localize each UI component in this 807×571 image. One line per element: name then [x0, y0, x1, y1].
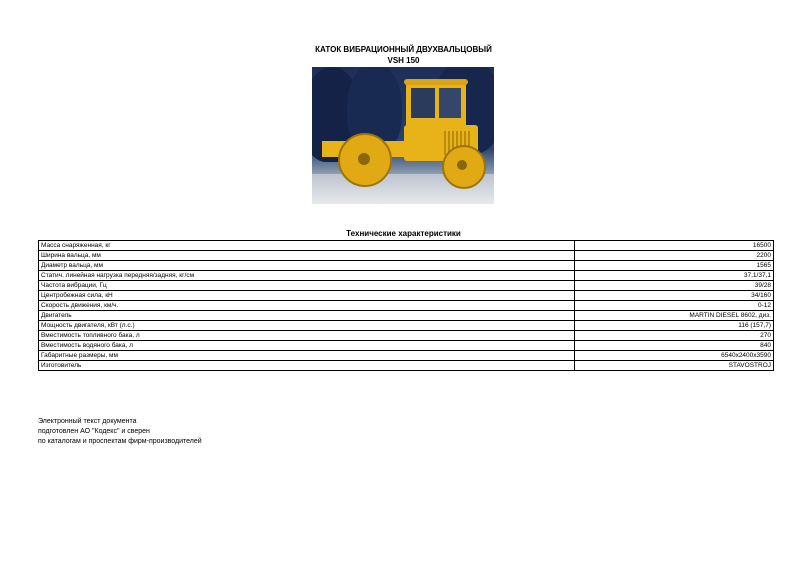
spec-value: 2200 [575, 251, 774, 261]
spec-value: 116 (157,7) [575, 321, 774, 331]
spec-value: 0-12 [575, 301, 774, 311]
specs-heading: Технические характеристики [346, 229, 461, 238]
table-row [39, 331, 774, 341]
table-row [39, 251, 774, 261]
specs-table [38, 240, 774, 371]
spec-label: Статич. линейная нагрузка передняя/задняя, кг/см [39, 271, 575, 281]
footer-line-2: подготовлен АО "Кодекс" и сверен [38, 428, 150, 435]
table-row [39, 291, 774, 301]
spec-label: Вместимость водяного бака, л [39, 341, 575, 351]
document-title: КАТОК ВИБРАЦИОННЫЙ ДВУХВАЛЬЦОВЫЙ [315, 45, 492, 54]
table-row [39, 321, 774, 331]
spec-value: 34/160 [575, 291, 774, 301]
table-row [39, 351, 774, 361]
spec-label: Скорость движения, км/ч. [39, 301, 575, 311]
rear-drum-hub [457, 160, 467, 170]
table-row [39, 261, 774, 271]
spec-value: 840 [575, 341, 774, 351]
spec-label: Мощность двигателя, кВт (л.с.) [39, 321, 575, 331]
spec-value: 37,1/37,1 [575, 271, 774, 281]
footer-line-3: по каталогам и проспектам фирм-производителей [38, 438, 202, 445]
spec-label: Габаритные размеры, мм [39, 351, 575, 361]
front-drum-hub [358, 153, 370, 165]
spec-value: MARTIN DIESEL 8602, диз. [575, 311, 774, 321]
spec-value: 39/28 [575, 281, 774, 291]
spec-value: 270 [575, 331, 774, 341]
table-row [39, 311, 774, 321]
table-row [39, 281, 774, 291]
spec-value: 6540x2400x3590 [575, 351, 774, 361]
spec-label: Ширина вальца, мм [39, 251, 575, 261]
roller-cab-roof [404, 79, 468, 85]
spec-label: Изготовитель [39, 361, 575, 371]
spec-label: Масса снаряженная, кг [39, 241, 575, 251]
spec-value: 1565 [575, 261, 774, 271]
spec-value: 16500 [575, 241, 774, 251]
cab-window-right [439, 88, 461, 118]
table-row [39, 361, 774, 371]
spec-label: Вместимость топливного бака, л [39, 331, 575, 341]
table-row [39, 241, 774, 251]
model-name: VSH 150 [387, 56, 420, 65]
table-row [39, 341, 774, 351]
spec-label: Частота вибрации, Гц [39, 281, 575, 291]
spec-label: Диаметр вальца, мм [39, 261, 575, 271]
spec-label: Двигатель [39, 311, 575, 321]
spec-value: STAVOSTROJ [575, 361, 774, 371]
table-row [39, 301, 774, 311]
table-row [39, 271, 774, 281]
roller-photo [312, 67, 494, 204]
cab-window-left [411, 88, 435, 118]
spec-label: Центробежная сила, кН [39, 291, 575, 301]
footer-line-1: Электронный текст документа [38, 418, 137, 425]
